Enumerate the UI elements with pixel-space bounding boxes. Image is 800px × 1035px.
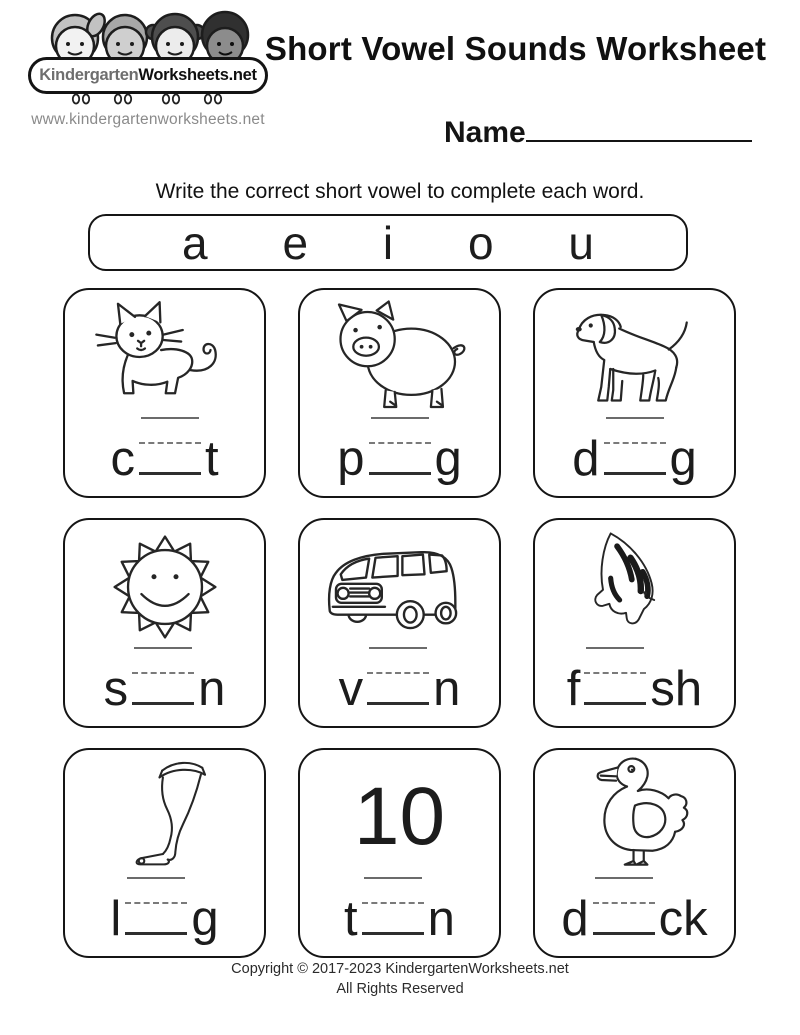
vowel-bank — [88, 214, 688, 271]
kids-feet-icon — [48, 92, 248, 106]
name-field — [444, 116, 752, 150]
answer-blank — [125, 877, 187, 935]
word-suffix: g — [669, 432, 697, 487]
dog-icon — [554, 297, 716, 417]
vowel-u: u — [568, 216, 594, 269]
answer-blank — [367, 647, 429, 705]
word-suffix: n — [198, 662, 226, 717]
pig-image — [300, 290, 499, 417]
word-row — [561, 877, 708, 947]
fish-icon — [571, 521, 699, 647]
sun-image — [65, 520, 264, 647]
answer-blank — [362, 877, 424, 935]
word-prefix: v — [338, 662, 364, 717]
word-suffix: n — [427, 892, 455, 947]
word-row — [103, 647, 226, 717]
website-url: www.kindergartenworksheets.net — [31, 111, 265, 128]
copyright-text: Copyright © 2017-2023 KindergartenWorksheets.net — [231, 961, 569, 977]
word-row — [110, 877, 219, 947]
ten-card — [298, 748, 501, 958]
answer-blank — [139, 417, 201, 475]
fish-card — [533, 518, 736, 728]
word-suffix: g — [434, 432, 462, 487]
duck-image — [535, 747, 734, 877]
number-ten-text: 10 — [353, 770, 446, 862]
duck-card — [533, 748, 736, 958]
leg-icon — [96, 751, 234, 877]
word-suffix: n — [433, 662, 461, 717]
word-prefix: s — [103, 662, 129, 717]
word-prefix: c — [110, 432, 135, 487]
word-suffix: ck — [658, 892, 708, 947]
leg-image — [65, 745, 264, 877]
van-icon — [317, 531, 483, 643]
duck-icon — [562, 753, 708, 877]
word-prefix: d — [572, 432, 600, 487]
word-row — [344, 877, 455, 947]
cat-image — [65, 290, 264, 417]
leg-card — [63, 748, 266, 958]
word-suffix: g — [191, 892, 219, 947]
word-suffix: t — [204, 432, 219, 487]
site-logo — [28, 8, 268, 129]
worksheet-grid — [63, 288, 736, 958]
logo-banner — [28, 57, 268, 94]
answer-blank — [604, 417, 666, 475]
van-card — [298, 518, 501, 728]
pig-card — [298, 288, 501, 498]
vowel-o: o — [467, 216, 494, 269]
answer-blank — [584, 647, 646, 705]
word-row — [338, 647, 461, 717]
logo-text-regular: Kindergarten — [39, 66, 139, 84]
pig-icon — [319, 300, 481, 413]
page-title: Short Vowel Sounds Worksheet — [264, 30, 767, 67]
vowel-i: i — [382, 216, 394, 269]
logo-text-bold: Worksheets.net — [138, 66, 257, 84]
word-row — [566, 647, 703, 717]
instructions-text: Write the correct short vowel to complete each word. — [155, 180, 645, 203]
word-prefix: p — [337, 432, 365, 487]
van-image — [300, 520, 499, 647]
rights-text: All Rights Reserved — [336, 980, 464, 997]
word-prefix: l — [110, 892, 122, 947]
vowel-a: a — [182, 216, 208, 269]
name-blank-line — [526, 140, 752, 142]
word-prefix: t — [344, 892, 358, 947]
word-suffix: sh — [650, 662, 703, 717]
word-prefix: d — [561, 892, 589, 947]
sun-icon — [86, 528, 244, 646]
answer-blank — [593, 877, 655, 935]
word-row — [572, 417, 697, 487]
dog-card — [533, 288, 736, 498]
ten-image — [300, 750, 499, 877]
cat-icon — [84, 299, 246, 415]
sun-card — [63, 518, 266, 728]
word-prefix: f — [566, 662, 581, 717]
name-label: Name — [444, 116, 526, 149]
dog-image — [535, 290, 734, 417]
answer-blank — [369, 417, 431, 475]
word-row — [110, 417, 219, 487]
fish-image — [535, 515, 734, 647]
word-row — [337, 417, 462, 487]
footer — [0, 960, 800, 999]
vowel-e: e — [282, 216, 309, 269]
cat-card — [63, 288, 266, 498]
answer-blank — [132, 647, 194, 705]
